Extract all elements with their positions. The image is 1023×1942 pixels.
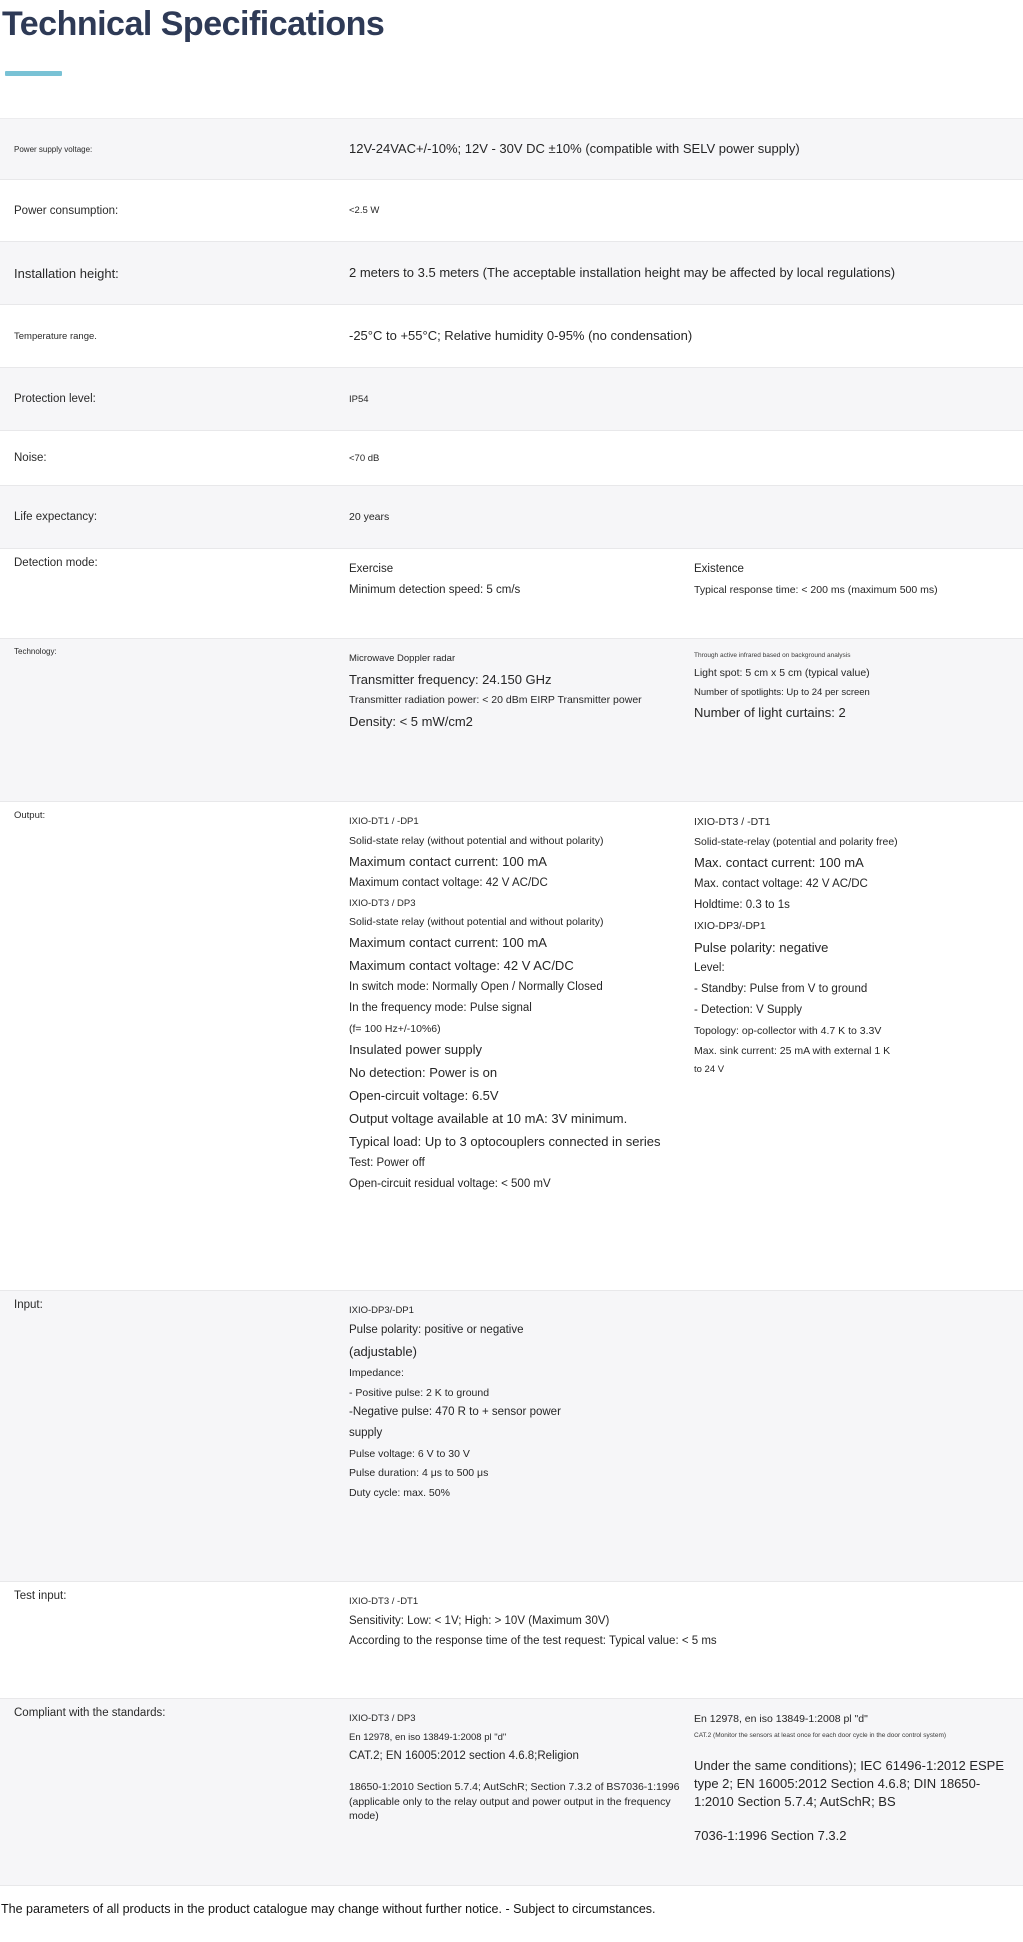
row-label: Output: <box>14 810 46 822</box>
spec-line: Level: <box>694 962 725 975</box>
spec-line: Maximum contact voltage: 42 V AC/DC <box>349 876 548 889</box>
spec-row <box>0 119 1023 180</box>
spec-line: Typical load: Up to 3 optocouplers connected in series <box>349 1134 661 1150</box>
row-label: Installation height: <box>14 265 119 281</box>
row-label: Life expectancy: <box>14 511 98 524</box>
spec-line: In the frequency mode: Pulse signal <box>349 1002 532 1015</box>
spec-line: Maximum contact voltage: 42 V AC/DC <box>349 958 574 974</box>
spec-line: Microwave Doppler radar <box>349 653 456 665</box>
spec-line: 7036-1:1996 Section 7.3.2 <box>694 1827 847 1843</box>
row-label: Protection level: <box>14 393 96 406</box>
spec-line: IP54 <box>349 393 369 405</box>
spec-line: 18650-1:2010 Section 5.7.4; AutSchR; Section 7.3.2 of BS7036-1:1996 (applicable only to the relay output and power output in the frequency mode) <box>349 1781 683 1823</box>
spec-line: 20 years <box>349 511 390 524</box>
spec-line: In switch mode: Normally Open / Normally Closed <box>349 981 603 994</box>
row-label: Technology: <box>14 647 57 657</box>
spec-line: Duty cycle: max. 50% <box>349 1486 450 1499</box>
spec-line: Through active infrared based on background analysis <box>694 652 851 660</box>
value-column <box>349 647 694 735</box>
row-label: Compliant with the standards: <box>14 1707 166 1720</box>
spec-line: IXIO-DT1 / -DP1 <box>349 816 419 828</box>
row-values <box>349 557 1023 604</box>
value-column <box>349 505 1023 529</box>
spec-line: Minimum detection speed: 5 cm/s <box>349 584 521 597</box>
spec-row <box>0 1291 1023 1582</box>
spec-line: Transmitter frequency: 24.150 GHz <box>349 671 552 687</box>
spec-line: (adjustable) <box>349 1344 417 1360</box>
row-values <box>349 1707 1023 1849</box>
spec-line: IXIO-DT3 / -DT1 <box>694 816 771 829</box>
spec-line: to 24 V <box>694 1063 725 1075</box>
row-label: Power supply voltage: <box>14 144 93 154</box>
row-label: Temperature range. <box>14 330 97 342</box>
value-column <box>694 1707 1023 1849</box>
spec-line: Pulse polarity: negative <box>694 939 829 955</box>
spec-line: CAT.2 (Monitor the sensors at least once for each door cycle in the door control system) <box>694 1731 947 1739</box>
row-values <box>349 259 1023 287</box>
row-values <box>349 1590 1023 1655</box>
spec-line: Sensitivity: Low: < 1V; High: > 10V (Maximum 30V) <box>349 1614 610 1627</box>
spec-line: Maximum contact current: 100 mA <box>349 853 547 869</box>
spec-row <box>0 1699 1023 1886</box>
spec-row <box>0 368 1023 431</box>
spec-line: IXIO-DP3/-DP1 <box>349 1305 414 1317</box>
spec-line: - Positive pulse: 2 K to ground <box>349 1386 490 1399</box>
value-column <box>349 1590 1023 1655</box>
spec-line: 12V-24VAC+/-10%; 12V - 30V DC ±10% (compatible with SELV power supply) <box>349 141 800 157</box>
row-values <box>349 810 1023 1197</box>
row-values <box>349 447 1023 470</box>
value-column <box>349 810 694 1197</box>
row-values <box>349 647 1023 735</box>
value-column <box>349 259 1023 287</box>
spec-line: Pulse duration: 4 μs to 500 μs <box>349 1467 489 1480</box>
row-values <box>349 199 1023 222</box>
spec-line: - Detection: V Supply <box>694 1004 803 1017</box>
spec-line: Solid-state-relay (potential and polarity free) <box>694 835 898 848</box>
spec-line: Impedance: <box>349 1367 404 1380</box>
spec-line: IXIO-DT3 / DP3 <box>349 897 416 909</box>
row-label: Noise: <box>14 452 47 465</box>
spec-line: Transmitter radiation power: < 20 dBm EIRP Transmitter power <box>349 694 642 707</box>
spec-line: Number of spotlights: Up to 24 per screen <box>694 686 870 698</box>
value-column <box>694 810 1023 1197</box>
spec-line: Pulse polarity: positive or negative <box>349 1323 524 1336</box>
row-label: Power consumption: <box>14 204 119 217</box>
spec-line: Test: Power off <box>349 1157 425 1170</box>
page-title: Technical Specifications <box>2 5 385 43</box>
spec-line: -Negative pulse: 470 R to + sensor power <box>349 1406 561 1419</box>
row-values <box>349 388 1023 411</box>
spec-line: Topology: op-collector with 4.7 K to 3.3V <box>694 1025 882 1038</box>
spec-line: Light spot: 5 cm x 5 cm (typical value) <box>694 667 870 680</box>
value-column <box>694 647 1023 735</box>
spec-table <box>0 118 1023 1886</box>
spec-line: <70 dB <box>349 452 380 464</box>
spec-line: Solid-state relay (without potential and without polarity) <box>349 915 604 928</box>
spec-line: - Standby: Pulse from V to ground <box>694 983 868 996</box>
value-column <box>349 1707 694 1849</box>
spec-row <box>0 639 1023 802</box>
spec-line: Under the same conditions); IEC 61496-1:2012 ESPE type 2; EN 16005:2012 Section 4.6.8; DIN 18650-1:2010 Section 5.7.4; AutSchR; BS <box>694 1757 1008 1809</box>
row-label: Input: <box>14 1299 43 1312</box>
spec-line: <2.5 W <box>349 205 380 217</box>
spec-line: IXIO-DT3 / -DT1 <box>349 1596 419 1608</box>
spec-line: According to the response time of the test request: Typical value: < 5 ms <box>349 1635 717 1648</box>
value-column <box>349 322 1023 350</box>
value-column <box>349 557 694 604</box>
row-label: Detection mode: <box>14 557 98 570</box>
title-accent-bar <box>5 71 62 76</box>
value-column <box>694 557 1023 604</box>
spec-line: 2 meters to 3.5 meters (The acceptable installation height may be affected by local regulations) <box>349 265 896 281</box>
row-values <box>349 322 1023 350</box>
row-values <box>349 1299 1023 1505</box>
spec-line: Typical response time: < 200 ms (maximum 500 ms) <box>694 584 938 597</box>
spec-row <box>0 549 1023 639</box>
spec-line: Existence <box>694 563 744 576</box>
spec-line: Max. contact voltage: 42 V AC/DC <box>694 878 868 891</box>
spec-line: Exercise <box>349 563 394 576</box>
spec-line: Open-circuit residual voltage: < 500 mV <box>349 1178 551 1190</box>
spec-row <box>0 802 1023 1291</box>
value-column <box>349 135 1023 163</box>
value-column <box>349 199 1023 222</box>
row-values <box>349 135 1023 163</box>
spec-line: Max. sink current: 25 mA with external 1 K <box>694 1044 891 1057</box>
spec-line: Open-circuit voltage: 6.5V <box>349 1088 499 1104</box>
spec-line: Output voltage available at 10 mA: 3V minimum. <box>349 1111 628 1127</box>
spec-row <box>0 242 1023 305</box>
spec-line: CAT.2; EN 16005:2012 section 4.6.8;Religion <box>349 1749 579 1762</box>
value-column <box>349 388 1023 411</box>
spec-line: supply <box>349 1427 383 1440</box>
spec-line: Density: < 5 mW/cm2 <box>349 713 473 729</box>
spec-line: -25°C to +55°C; Relative humidity 0-95% (no condensation) <box>349 328 693 344</box>
spec-row <box>0 486 1023 549</box>
spec-line: Number of light curtains: 2 <box>694 704 846 720</box>
spec-line: (f= 100 Hz+/-10%6) <box>349 1022 441 1035</box>
spec-row <box>0 431 1023 486</box>
spec-line: Solid-state relay (without potential and without polarity) <box>349 834 604 847</box>
spec-row <box>0 305 1023 368</box>
value-column <box>349 1299 1023 1505</box>
spec-line: Insulated power supply <box>349 1042 482 1058</box>
spec-line: En 12978, en iso 13849-1:2008 pl "d" <box>694 1713 868 1726</box>
row-values <box>349 505 1023 529</box>
spec-line: No detection: Power is on <box>349 1065 498 1081</box>
value-column <box>349 447 1023 470</box>
spec-line: Holdtime: 0.3 to 1s <box>694 899 790 912</box>
page-footer-disclaimer: The parameters of all products in the product catalogue may change without further notice. - Subject to circumstances. <box>1 1902 656 1917</box>
spec-line: Max. contact current: 100 mA <box>694 855 864 871</box>
spec-line: Maximum contact current: 100 mA <box>349 935 547 951</box>
spec-row <box>0 1582 1023 1699</box>
row-label: Test input: <box>14 1590 67 1603</box>
spec-row <box>0 180 1023 242</box>
spec-line: En 12978, en iso 13849-1:2008 pl "d" <box>349 1731 507 1743</box>
spec-line: IXIO-DP3/-DP1 <box>694 920 766 933</box>
spec-line: IXIO-DT3 / DP3 <box>349 1713 416 1725</box>
spec-line: Pulse voltage: 6 V to 30 V <box>349 1447 470 1460</box>
